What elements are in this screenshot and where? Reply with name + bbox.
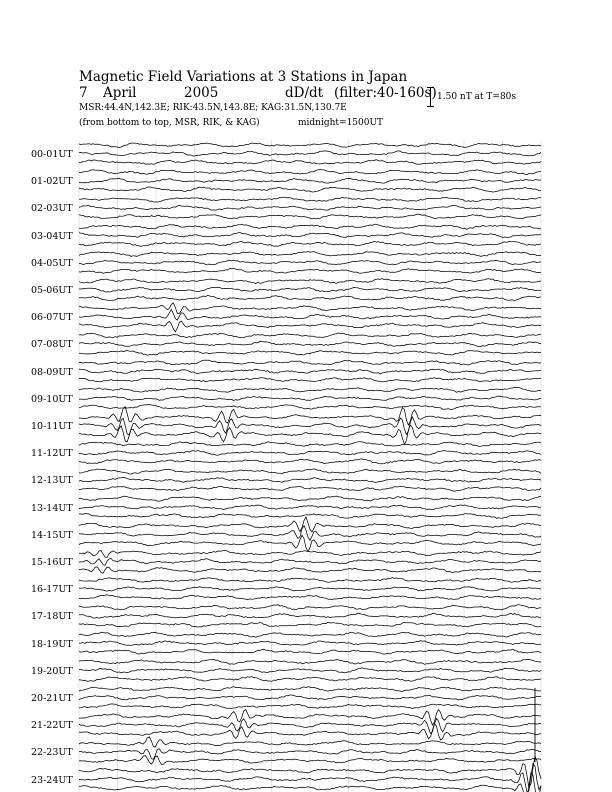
hour-label: 00-01UT: [31, 149, 73, 160]
hour-label: 21-22UT: [31, 720, 73, 732]
hour-label: 09-10UT: [31, 393, 73, 405]
hour-label: 08-09UT: [31, 366, 73, 378]
hour-label: 18-19UT: [31, 638, 73, 650]
hour-label: 02-03UT: [31, 203, 73, 215]
filter-label: (filter:40-160s): [334, 85, 437, 101]
order-note: (from bottom to top, MSR, RIK, & KAG): [79, 118, 260, 128]
grid-lines: [79, 140, 541, 792]
hour-label: 16-17UT: [31, 584, 73, 596]
hour-label: 04-05UT: [31, 257, 73, 269]
chart-title: Magnetic Field Variations at 3 Stations in Japan: [79, 69, 408, 85]
midnight-note: midnight=1500UT: [298, 118, 384, 128]
hour-label: 22-23UT: [31, 747, 73, 759]
hour-label: 19-20UT: [31, 665, 73, 677]
hour-label: 05-06UT: [31, 285, 73, 296]
hour-label: 23-24UT: [31, 774, 73, 786]
hour-label: 17-18UT: [31, 611, 73, 623]
hour-label: 03-04UT: [31, 230, 73, 242]
component-label: dD/dt: [285, 85, 324, 101]
hour-label: 11-12UT: [31, 448, 73, 460]
date-month: April: [103, 85, 137, 101]
hour-label: 06-07UT: [31, 312, 73, 324]
hour-label: 10-11UT: [31, 421, 73, 432]
hour-label: 15-16UT: [31, 557, 73, 568]
hour-label: 12-13UT: [31, 475, 73, 487]
hour-label: 01-02UT: [31, 176, 73, 188]
hour-label: 20-21UT: [31, 693, 73, 704]
date-year: 2005: [184, 85, 219, 101]
stations-line: MSR:44.4N,142.3E; RIK:43.5N,143.8E; KAG:31.5N,130.7E: [79, 103, 347, 113]
hour-label: 07-08UT: [31, 339, 73, 351]
date-day: 7: [79, 85, 88, 101]
scale-label: 1.50 nT at T=80s: [437, 92, 517, 102]
hour-label: 14-15UT: [31, 529, 73, 541]
hour-label: 13-14UT: [31, 502, 73, 514]
